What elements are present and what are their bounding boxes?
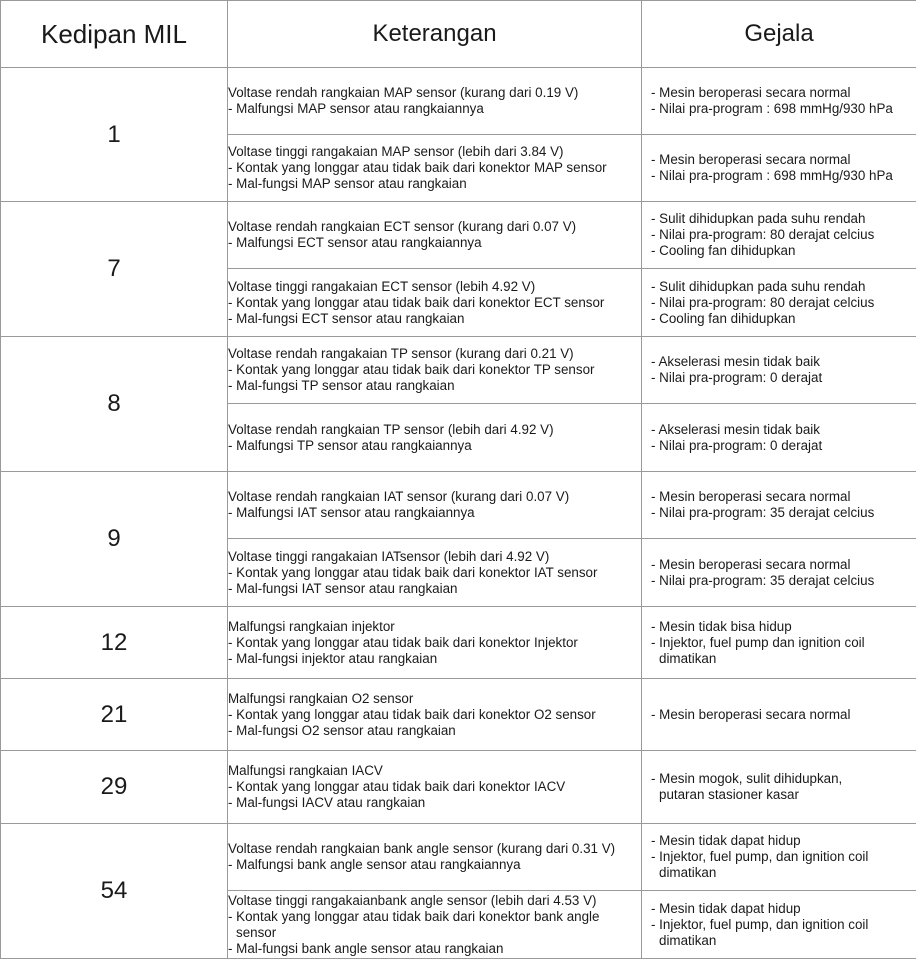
mil-blink-code: 21 — [1, 679, 228, 751]
mil-blink-code: 8 — [1, 337, 228, 472]
keterangan-cell — [228, 202, 642, 269]
keterangan-line: Voltase rendah rangkaian MAP sensor (kurang dari 0.19 V) — [228, 85, 579, 100]
mil-blink-code: 9 — [1, 472, 228, 607]
table-row — [1, 68, 916, 135]
gejala-line: - Nilai pra-program: 0 derajat — [651, 437, 823, 453]
gejala-line: - Mesin tidak dapat hidup — [651, 833, 801, 848]
keterangan-line: - Kontak yang longgar atau tidak baik dari konektor MAP sensor — [228, 160, 607, 175]
keterangan-line: - Mal-fungsi IACV atau rangkaian — [228, 795, 426, 810]
gejala-line: - Sulit dihidupkan pada suhu rendah — [651, 278, 866, 294]
gejala-cell — [642, 891, 916, 959]
mil-blink-code: 7 — [1, 202, 228, 337]
gejala-line: - Mesin beroperasi secara normal — [651, 706, 851, 722]
keterangan-cell — [228, 135, 642, 202]
keterangan-cell — [228, 472, 642, 539]
gejala-line: - Nilai pra-program: 35 derajat celcius — [651, 505, 875, 520]
header-kedipan-mil: Kedipan MIL — [1, 1, 228, 68]
gejala-cell — [642, 751, 916, 824]
keterangan-line: - Kontak yang longgar atau tidak baik dari konektor IACV — [228, 779, 566, 794]
keterangan-line: - Mal-fungsi IAT sensor atau rangkaian — [228, 580, 458, 596]
keterangan-line: - Mal-fungsi bank angle sensor atau rangkaian — [228, 940, 504, 956]
keterangan-line: Voltase tinggi rangakaian MAP sensor (lebih dari 3.84 V) — [228, 144, 564, 159]
gejala-cell — [642, 679, 916, 751]
keterangan-line: - Mal-fungsi injektor atau rangkaian — [228, 650, 438, 666]
gejala-line: - Cooling fan dihidupkan — [651, 243, 796, 258]
keterangan-line: Voltase tinggi rangakaian ECT sensor (lebih 4.92 V) — [228, 278, 536, 294]
keterangan-line: - Kontak yang longgar atau tidak baik dari konektor ECT sensor — [228, 294, 605, 310]
keterangan-line: Malfungsi rangkaian O2 sensor — [228, 690, 414, 706]
keterangan-line: Voltase rendah rangakaian TP sensor (kurang dari 0.21 V) — [228, 346, 574, 361]
keterangan-line: Voltase tinggi rangakaian IATsensor (lebih dari 4.92 V) — [228, 548, 550, 564]
keterangan-cell — [228, 891, 642, 959]
gejala-cell — [642, 539, 916, 607]
keterangan-line: Voltase rendah rangkaian IAT sensor (kurang dari 0.07 V) — [228, 489, 570, 504]
mil-blink-code: 29 — [1, 751, 228, 824]
header-keterangan: Keterangan — [228, 1, 642, 68]
gejala-line: - Injektor, fuel pump, dan ignition coil — [651, 916, 869, 932]
gejala-cell — [642, 607, 916, 679]
keterangan-line: - Malfungsi IAT sensor atau rangkaiannya — [228, 505, 475, 520]
keterangan-line: - Kontak yang longgar atau tidak baik dari konektor IAT sensor — [228, 564, 598, 580]
keterangan-cell — [228, 68, 642, 135]
mil-blink-code: 54 — [1, 824, 228, 959]
keterangan-line: - Malfungsi MAP sensor atau rangkaiannya — [228, 101, 484, 116]
header-row — [1, 1, 916, 68]
gejala-line: - Injektor, fuel pump dan ignition coil — [651, 634, 865, 650]
keterangan-cell — [228, 607, 642, 679]
gejala-cell — [642, 404, 916, 472]
table-row — [1, 751, 916, 824]
table-row — [1, 824, 916, 891]
gejala-line: - Sulit dihidupkan pada suhu rendah — [651, 211, 866, 226]
keterangan-line: Voltase rendah rangkaian ECT sensor (kurang dari 0.07 V) — [228, 219, 577, 234]
table-body — [1, 68, 916, 959]
keterangan-line: - Mal-fungsi O2 sensor atau rangkaian — [228, 722, 456, 738]
keterangan-line: Voltase tinggi rangakaianbank angle sensor (lebih dari 4.53 V) — [228, 892, 597, 908]
mil-blink-code: 12 — [1, 607, 228, 679]
table-row — [1, 202, 916, 269]
keterangan-line: sensor — [236, 924, 277, 940]
keterangan-line: - Mal-fungsi MAP sensor atau rangkaian — [228, 176, 467, 191]
keterangan-line: Voltase rendah rangkaian bank angle sensor (kurang dari 0.31 V) — [228, 841, 616, 856]
keterangan-line: - Kontak yang longgar atau tidak baik dari konektor O2 sensor — [228, 706, 596, 722]
gejala-line: - Injektor, fuel pump, dan ignition coil — [651, 849, 869, 864]
keterangan-cell — [228, 679, 642, 751]
gejala-line: - Nilai pra-program : 698 mmHg/930 hPa — [651, 101, 893, 116]
gejala-line: dimatikan — [659, 865, 717, 880]
gejala-cell — [642, 135, 916, 202]
keterangan-cell — [228, 751, 642, 824]
keterangan-cell — [228, 824, 642, 891]
keterangan-line: Voltase rendah rangkaian TP sensor (lebih dari 4.92 V) — [228, 421, 554, 437]
table-row — [1, 679, 916, 751]
gejala-line: - Cooling fan dihidupkan — [651, 310, 796, 326]
gejala-line: - Akselerasi mesin tidak baik — [651, 421, 820, 437]
gejala-line: - Mesin beroperasi secara normal — [651, 85, 851, 100]
gejala-cell — [642, 202, 916, 269]
gejala-line: dimatikan — [659, 932, 717, 948]
gejala-line: - Mesin beroperasi secara normal — [651, 152, 851, 167]
gejala-line: - Nilai pra-program: 35 derajat celcius — [651, 572, 875, 588]
gejala-line: - Mesin tidak bisa hidup — [651, 618, 792, 634]
keterangan-line: - Malfungsi ECT sensor atau rangkaiannya — [228, 235, 482, 250]
keterangan-line: - Kontak yang longgar atau tidak baik dari konektor TP sensor — [228, 362, 595, 377]
gejala-line: - Mesin beroperasi secara normal — [651, 489, 851, 504]
gejala-cell — [642, 472, 916, 539]
gejala-line: - Nilai pra-program: 80 derajat celcius — [651, 294, 875, 310]
gejala-cell — [642, 337, 916, 404]
gejala-cell — [642, 68, 916, 135]
gejala-line: - Nilai pra-program: 80 derajat celcius — [651, 227, 875, 242]
keterangan-cell — [228, 404, 642, 472]
table-row — [1, 337, 916, 404]
gejala-cell — [642, 269, 916, 337]
header-gejala: Gejala — [642, 1, 916, 68]
gejala-line: putaran stasioner kasar — [659, 787, 799, 802]
keterangan-line: - Malfungsi TP sensor atau rangkaiannya — [228, 437, 472, 453]
keterangan-cell — [228, 337, 642, 404]
gejala-line: - Mesin mogok, sulit dihidupkan, — [651, 771, 843, 786]
gejala-line: - Nilai pra-program : 698 mmHg/930 hPa — [651, 168, 893, 183]
keterangan-line: Malfungsi rangkaian IACV — [228, 763, 383, 778]
table-row — [1, 607, 916, 679]
keterangan-line: - Kontak yang longgar atau tidak baik dari konektor Injektor — [228, 634, 578, 650]
keterangan-line: - Mal-fungsi ECT sensor atau rangkaian — [228, 310, 465, 326]
gejala-line: - Akselerasi mesin tidak baik — [651, 354, 820, 369]
keterangan-cell — [228, 539, 642, 607]
keterangan-line: - Kontak yang longgar atau tidak baik dari konektor bank angle — [228, 908, 600, 924]
gejala-line: - Nilai pra-program: 0 derajat — [651, 370, 823, 385]
gejala-line: - Mesin tidak dapat hidup — [651, 900, 801, 916]
keterangan-cell — [228, 269, 642, 337]
keterangan-line: Malfungsi rangkaian injektor — [228, 618, 395, 634]
gejala-cell — [642, 824, 916, 891]
gejala-line: - Mesin beroperasi secara normal — [651, 556, 851, 572]
table-row — [1, 472, 916, 539]
keterangan-line: - Malfungsi bank angle sensor atau rangkaiannya — [228, 857, 521, 872]
keterangan-line: - Mal-fungsi TP sensor atau rangkaian — [228, 378, 455, 393]
gejala-line: dimatikan — [659, 650, 717, 666]
mil-blink-code: 1 — [1, 68, 228, 202]
